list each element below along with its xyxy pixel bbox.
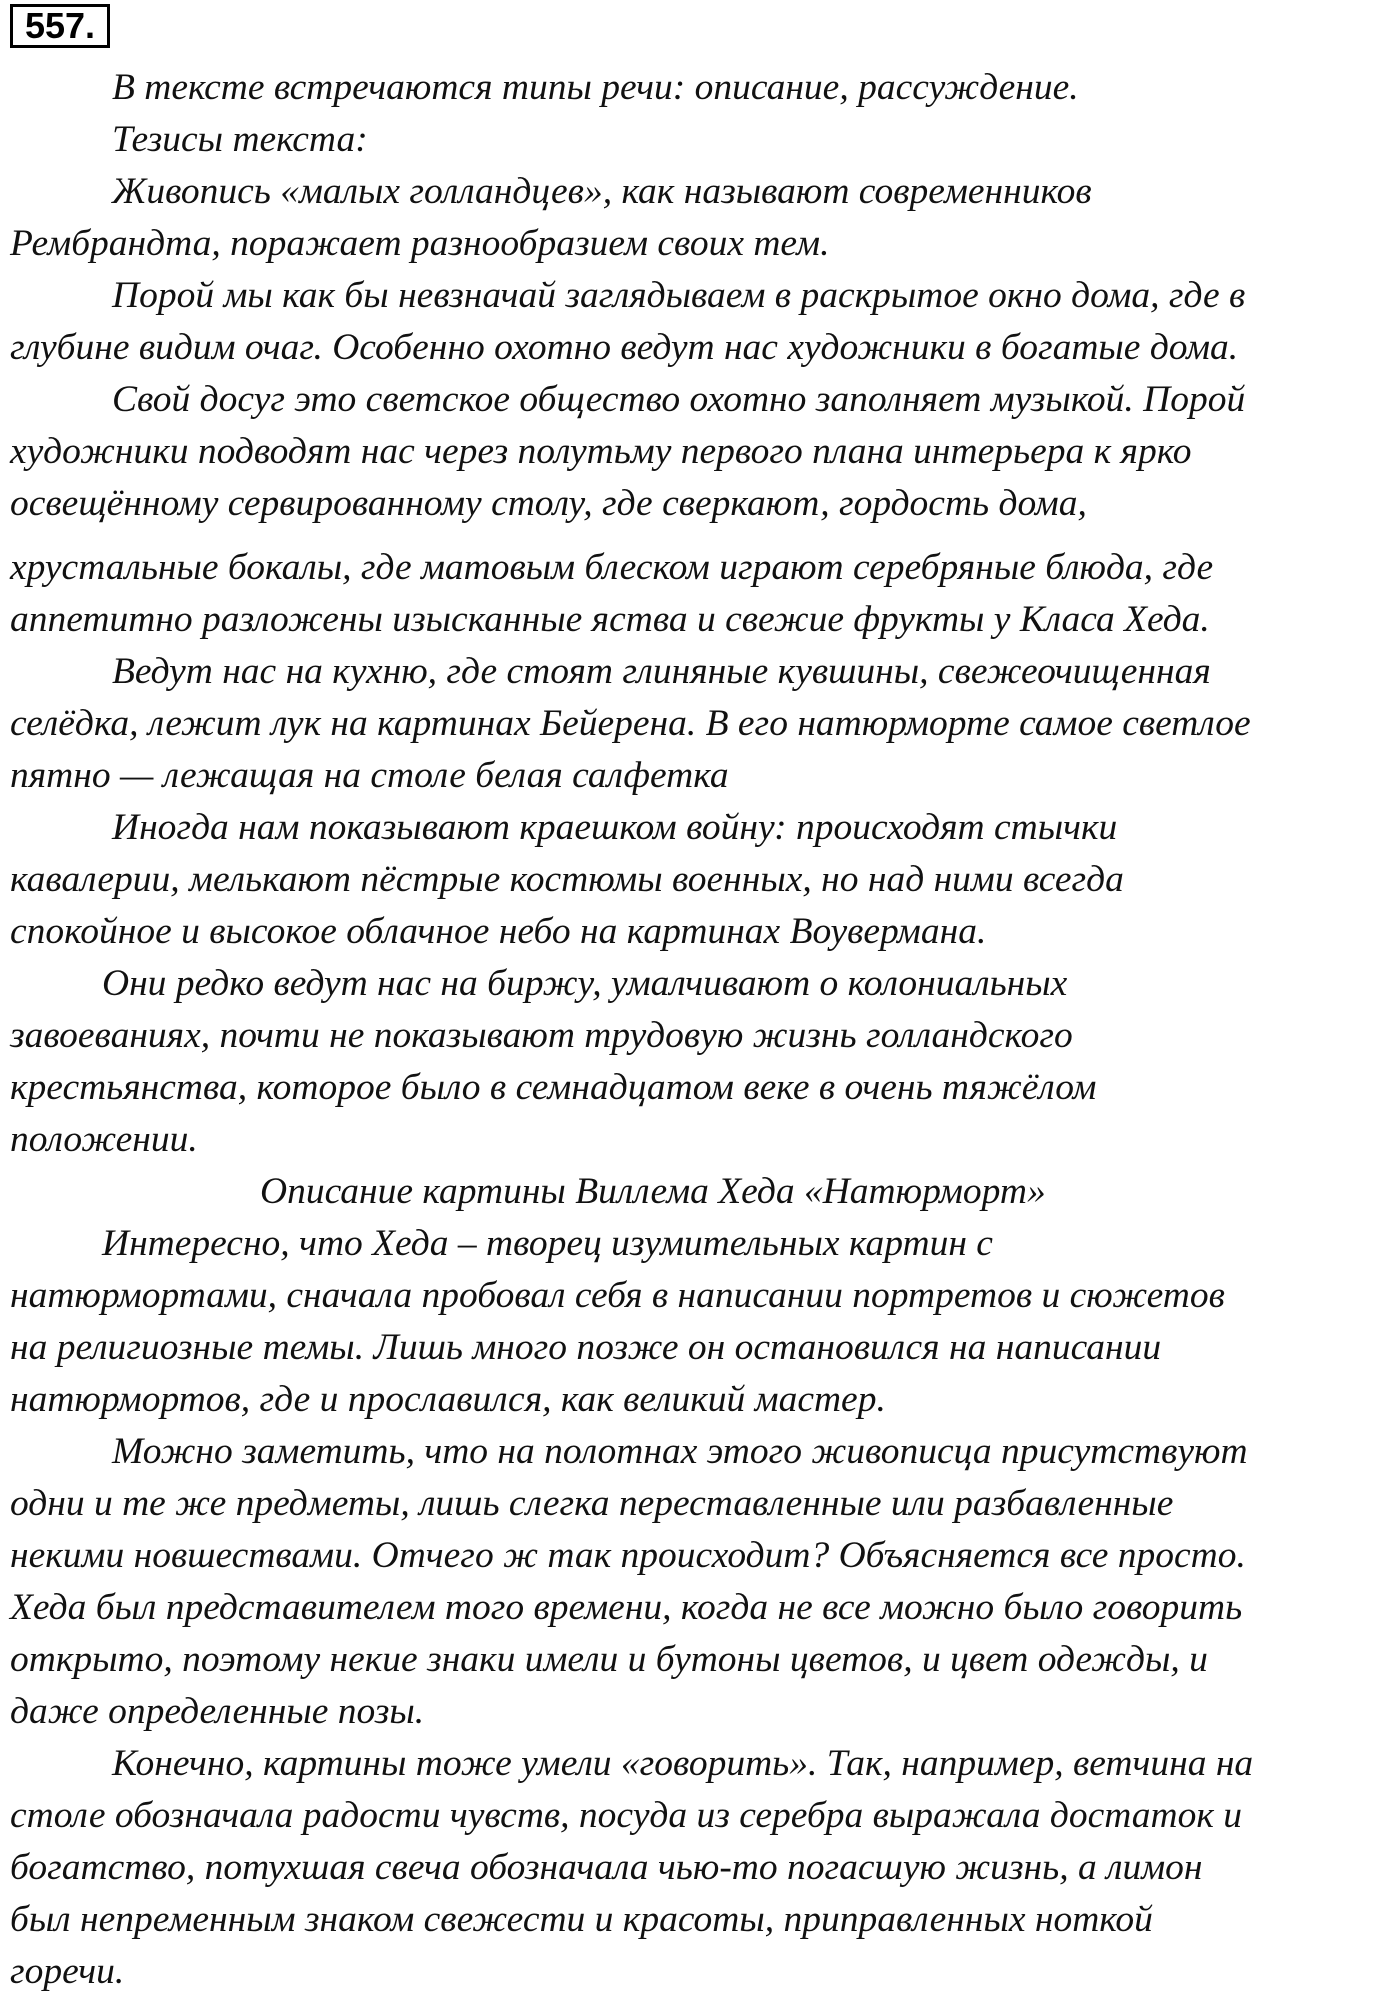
- section-heading: Описание картины Виллема Хеда «Натюрморт»: [260, 1171, 1046, 1212]
- text-line: богатство, потухшая свеча обозначала чью-то погасшую жизнь, а лимон: [10, 1847, 1203, 1888]
- text-line: некими новшествами. Отчего ж так происходит? Объясняется все просто.: [10, 1535, 1246, 1576]
- text-line: художники подводят нас через полутьму первого плана интерьера к ярко: [10, 431, 1192, 472]
- text-line: был непременным знаком свежести и красоты, приправленных ноткой: [10, 1899, 1153, 1940]
- text-line: В тексте встречаются типы речи: описание, рассуждение.: [112, 67, 1079, 108]
- text-line: аппетитно разложены изысканные яства и свежие фрукты у Класа Хеда.: [10, 599, 1210, 640]
- text-line: на религиозные темы. Лишь много позже он остановился на написании: [10, 1327, 1162, 1368]
- answer-text: [10, 62, 1390, 1998]
- text-line: натюрмортов, где и прославился, как великий мастер.: [10, 1379, 886, 1420]
- text-line: Конечно, картины тоже умели «говорить». Так, например, ветчина на: [112, 1743, 1254, 1784]
- text-line: горечи.: [10, 1951, 125, 1992]
- text-line: завоеваниях, почти не показывают трудовую жизнь голландского: [10, 1015, 1073, 1056]
- text-line: Ведут нас на кухню, где стоят глиняные кувшины, свежеочищенная: [112, 651, 1211, 692]
- exercise-number: 557.: [10, 4, 110, 48]
- text-line: глубине видим очаг. Особенно охотно ведут нас художники в богатые дома.: [10, 327, 1239, 368]
- text-line: кавалерии, мелькают пёстрые костюмы военных, но над ними всегда: [10, 859, 1124, 900]
- text-line: натюрмортами, сначала пробовал себя в написании портретов и сюжетов: [10, 1275, 1225, 1316]
- text-line: освещённому сервированному столу, где сверкают, гордость дома,: [10, 483, 1087, 524]
- text-line: хрустальные бокалы, где матовым блеском играют серебряные блюда, где: [10, 547, 1214, 588]
- text-line: столе обозначала радости чувств, посуда из серебра выражала достаток и: [10, 1795, 1243, 1836]
- text-line: Живопись «малых голландцев», как называют современников: [112, 171, 1092, 212]
- text-line: Можно заметить, что на полотнах этого живописца присутствуют: [112, 1431, 1248, 1472]
- text-line: Интересно, что Хеда – творец изумительных картин с: [102, 1223, 993, 1264]
- text-line: положении.: [10, 1119, 198, 1160]
- text-line: Рембрандта, поражает разнообразием своих тем.: [10, 223, 830, 264]
- text-line: Хеда был представителем того времени, когда не все можно было говорить: [10, 1587, 1243, 1628]
- text-line: спокойное и высокое облачное небо на картинах Воувермана.: [10, 911, 987, 952]
- text-line: Тезисы текста:: [112, 119, 368, 160]
- text-line: одни и те же предметы, лишь слегка переставленные или разбавленные: [10, 1483, 1174, 1524]
- text-line: крестьянства, которое было в семнадцатом веке в очень тяжёлом: [10, 1067, 1097, 1108]
- text-line: пятно — лежащая на столе белая салфетка: [10, 755, 729, 796]
- text-line: Они редко ведут нас на биржу, умалчивают о колониальных: [102, 963, 1068, 1004]
- text-line: Свой досуг это светское общество охотно заполняет музыкой. Порой: [112, 379, 1246, 420]
- text-line: Порой мы как бы невзначай заглядываем в раскрытое окно дома, где в: [112, 275, 1246, 316]
- text-line: селёдка, лежит лук на картинах Бейерена. В его натюрморте самое светлое: [10, 703, 1251, 744]
- text-line: Иногда нам показывают краешком войну: происходят стычки: [112, 807, 1118, 848]
- text-line: открыто, поэтому некие знаки имели и бутоны цветов, и цвет одежды, и: [10, 1639, 1208, 1680]
- text-line: даже определенные позы.: [10, 1691, 425, 1732]
